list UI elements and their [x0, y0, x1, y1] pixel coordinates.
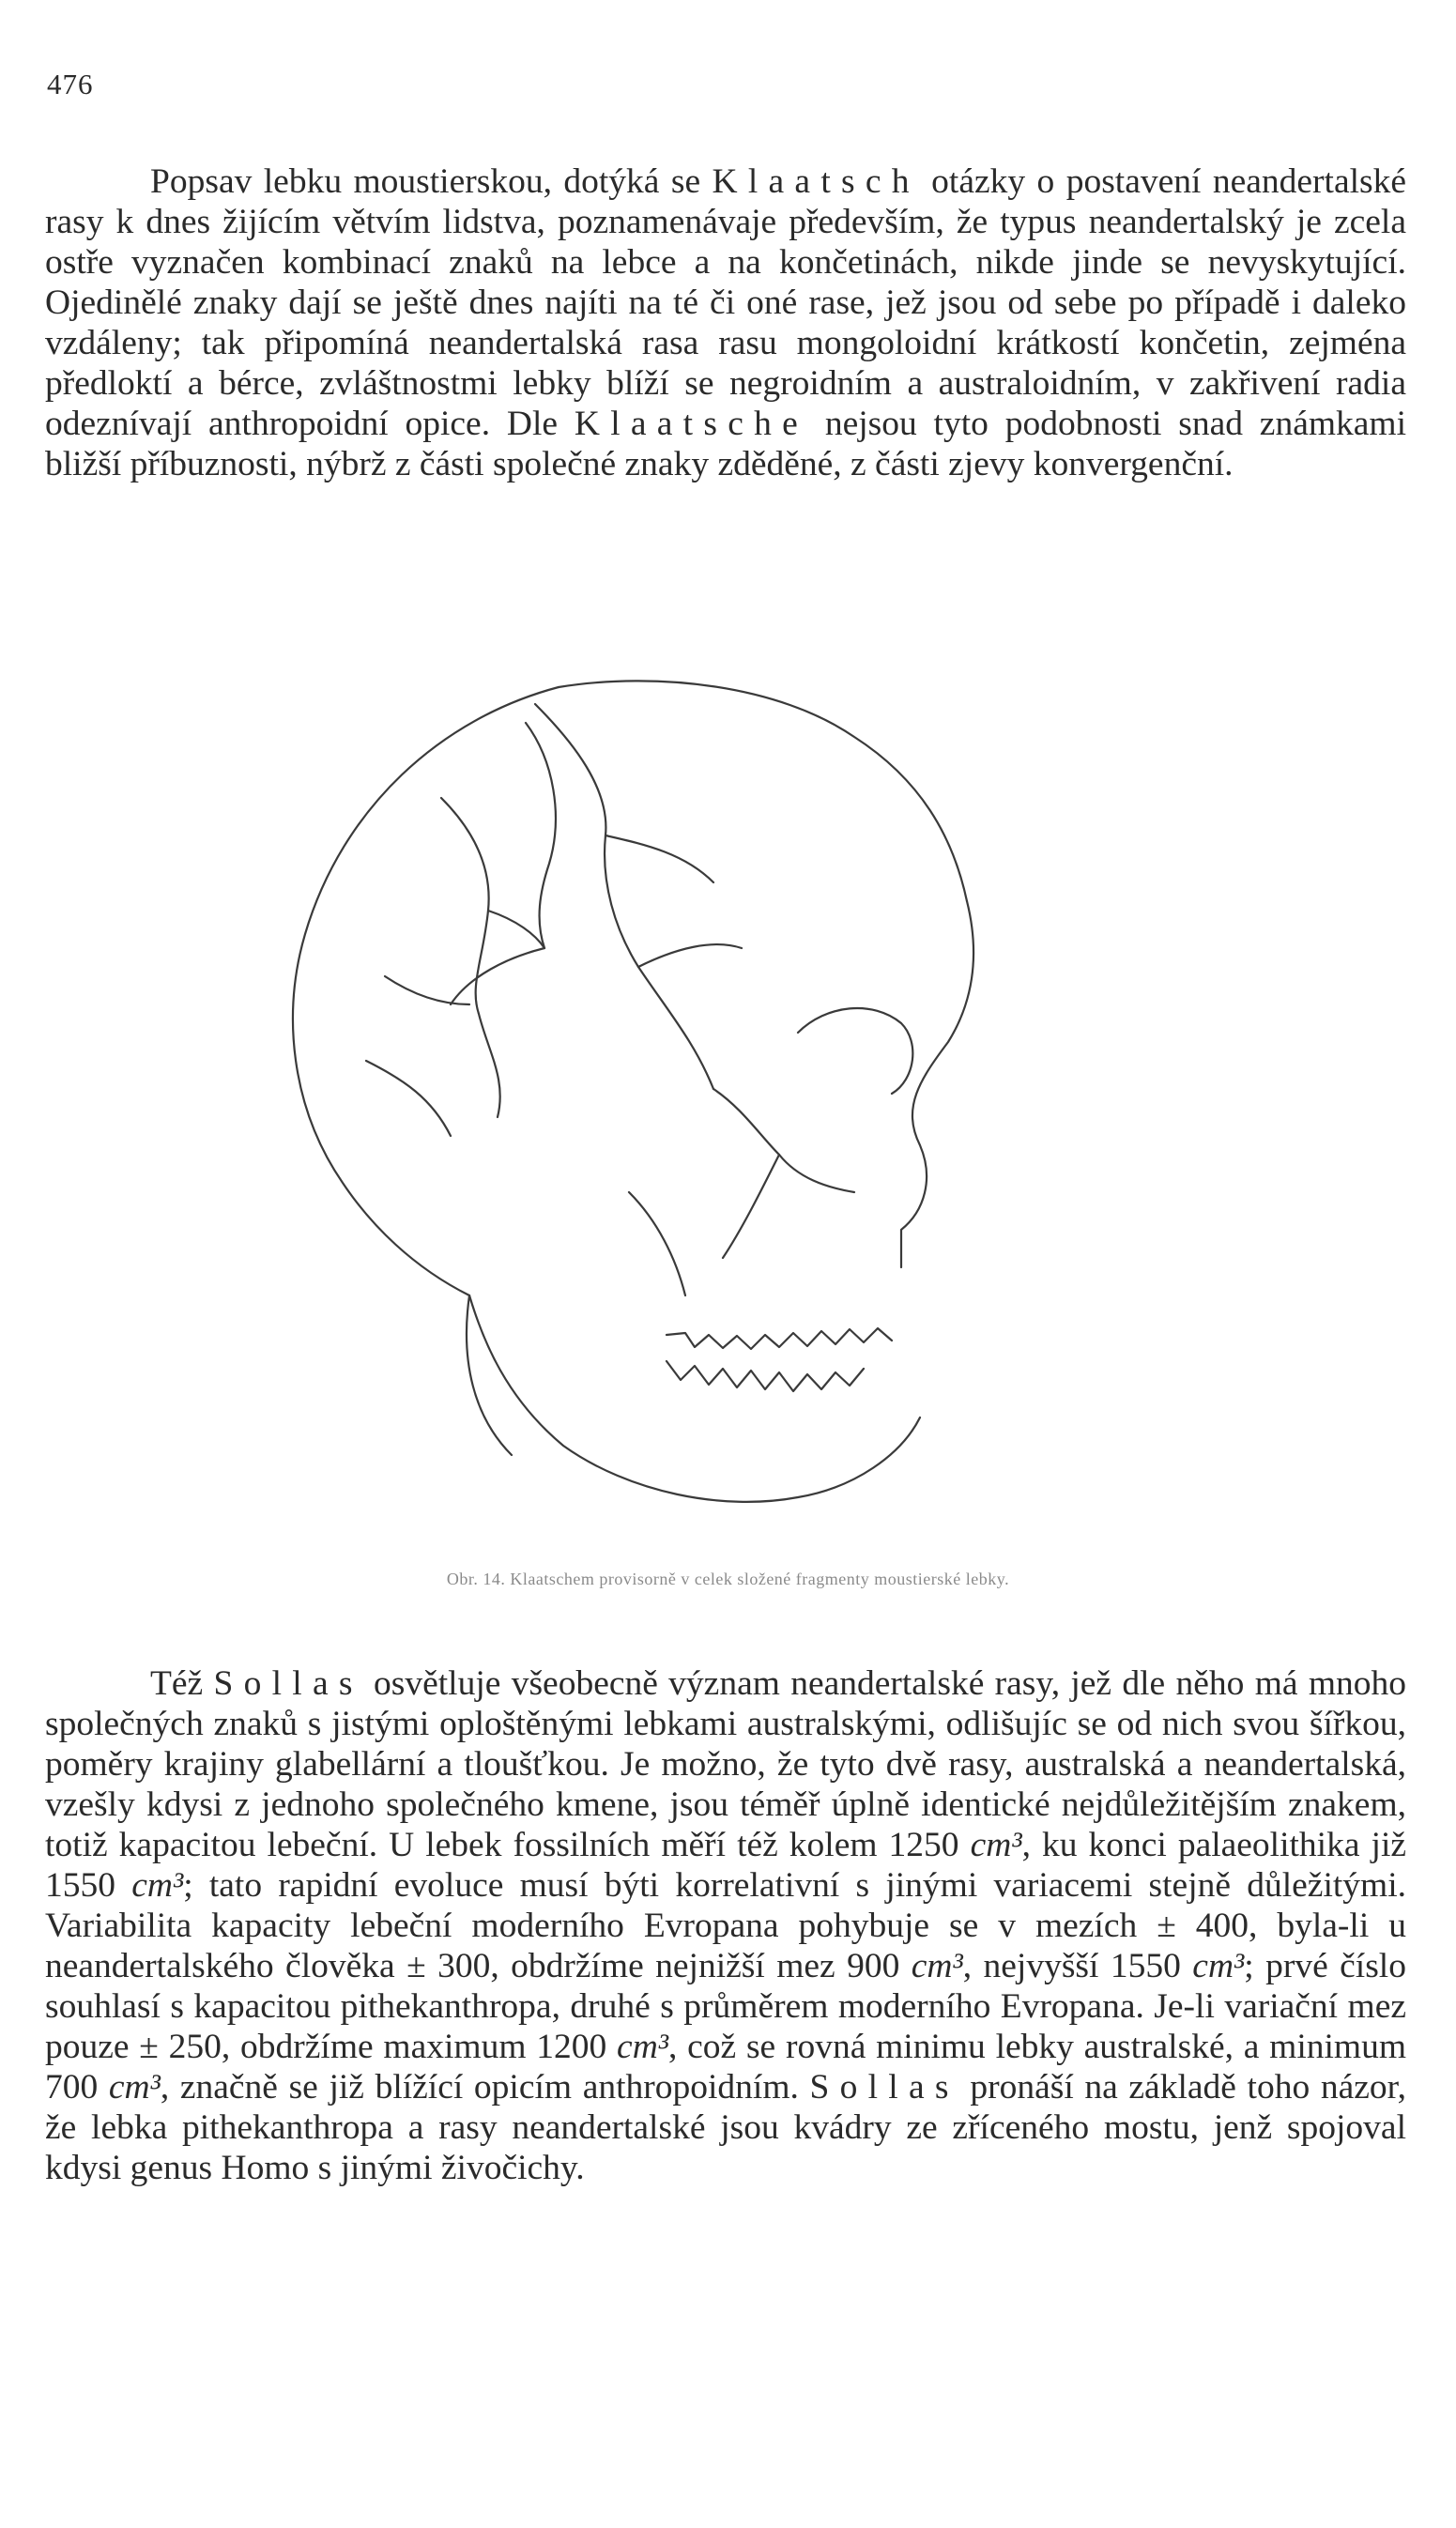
unit-text: cm³: [1192, 1947, 1245, 1985]
author-name: Sollas: [809, 2068, 959, 2107]
paragraph-text: , ku konci palaeolithika již 1550: [45, 1826, 1407, 1905]
skull-illustration: [253, 666, 1192, 1530]
paragraph-text: otázky o postavení neandertalské rasy k dnes žijícím větvím lidstva, poznamenávaje především, že typus neandertalský je zcela ostře vyznačen kombinací znaků na lebce a na končetinách, nikde jinde se nevyskytující. Ojedinělé znaky dají se ještě dnes najíti na té či oné rase, jež jsou od sebe po případě i daleko vzdáleny; tak připomíná neandertalská rasa rasu mongoloidní krátkostí končetin, zejména předloktí a bérce, zvláštnostmi lebky blíží se negroidním a australoidním, v zakřivení radia odeznívají anthropoidní opice. Dle: [45, 162, 1406, 443]
unit-text: cm³: [131, 1866, 184, 1905]
suture-line: [535, 704, 713, 1089]
unit-text: cm³: [108, 2068, 161, 2107]
paragraph-text: pronáší na základě toho názor, že lebka pithekanthropa a rasy neandertalské jsou kvádry ze zříceného mostu, jenž spojoval kdysi genus Homo s jinými živočichy.: [45, 2068, 1407, 2187]
author-name: Sollas: [213, 1664, 363, 1703]
paragraph-sollas: [45, 1663, 1406, 2188]
suture-line: [488, 911, 544, 948]
paragraph-text: osvětluje všeobecně význam neandertalské rasy, jež dle něho má mnoho společných znaků s jistými oploštěnými lebkami australskými, odlišujíc se od nich svou šířkou, poměry krajiny glabellární a tloušťkou. Je možno, že tyto dvě rasy, australská a neandertalská, vzešly kdysi z jednoho společného kmene, jsou téměř úplně identické nejdůležitějším znakem, totiž kapacitou lebeční. U lebek fossilních měří též kolem 1250: [45, 1664, 1407, 1864]
page-number: 476: [47, 68, 94, 100]
suture-line: [451, 948, 544, 1004]
unit-text: cm³: [911, 1947, 963, 1985]
paragraph-text: ; prvé číslo souhlasí s kapacitou pithekanthropa, druhé s průměrem moderního Evropana. Je-li variační mez pouze ± 250, obdržíme maximum 1200: [45, 1947, 1406, 2066]
paragraph-text: Též: [150, 1664, 214, 1703]
paragraph-text: , což se rovná minimu lebky australské, a minimum 700: [45, 2028, 1406, 2107]
jaw-rear: [467, 1295, 512, 1455]
unit-text: cm³: [970, 1826, 1022, 1864]
figure-caption: Obr. 14. Klaatschem provisorně v celek složené fragmenty moustierské lebky.: [446, 1570, 1010, 1588]
unit-text: cm³: [617, 2028, 669, 2066]
suture-line: [605, 835, 713, 882]
suture-line: [441, 798, 500, 1117]
paragraph-text: Popsav lebku moustierskou, dotýká se: [150, 162, 713, 201]
paragraph-text: ; tato rapidní evoluce musí býti korrelativní s jinými variacemi stejně důležitými. Variabilita kapacity lebeční moderního Evropana pohybuje se v mezích ± 400, byla-li u neandertalského člověka ± 300, obdržíme nejnižší mez 900: [45, 1866, 1406, 1985]
face-outline: [901, 901, 973, 1267]
author-name: Klaatsch: [712, 162, 920, 201]
author-name: Klaatsche: [574, 405, 808, 443]
suture-line: [366, 1061, 451, 1136]
teeth-lower: [667, 1361, 864, 1391]
suture-line: [629, 1192, 685, 1295]
suture-line: [723, 1155, 779, 1258]
suture-line: [526, 723, 556, 948]
teeth: [667, 1328, 892, 1349]
cranium-outline: [293, 687, 559, 1295]
paragraph-text: nejsou tyto podobnosti snad známkami bližší příbuznosti, nýbrž z části společné znaky zděděné, z části zjevy konvergenční.: [45, 405, 1406, 483]
paragraph-text: , značně se již blížící opicím anthropoidním.: [160, 2068, 810, 2107]
cranium-outline-upper: [559, 681, 967, 901]
paragraph-klaatsch: [45, 161, 1406, 484]
orbit-outline: [798, 1008, 912, 1094]
paragraph-text: , nejvyšší 1550: [962, 1947, 1193, 1985]
jaw-outline: [469, 1295, 920, 1502]
suture-line: [638, 944, 742, 967]
suture-line: [385, 976, 469, 1004]
suture-line: [713, 1089, 854, 1192]
